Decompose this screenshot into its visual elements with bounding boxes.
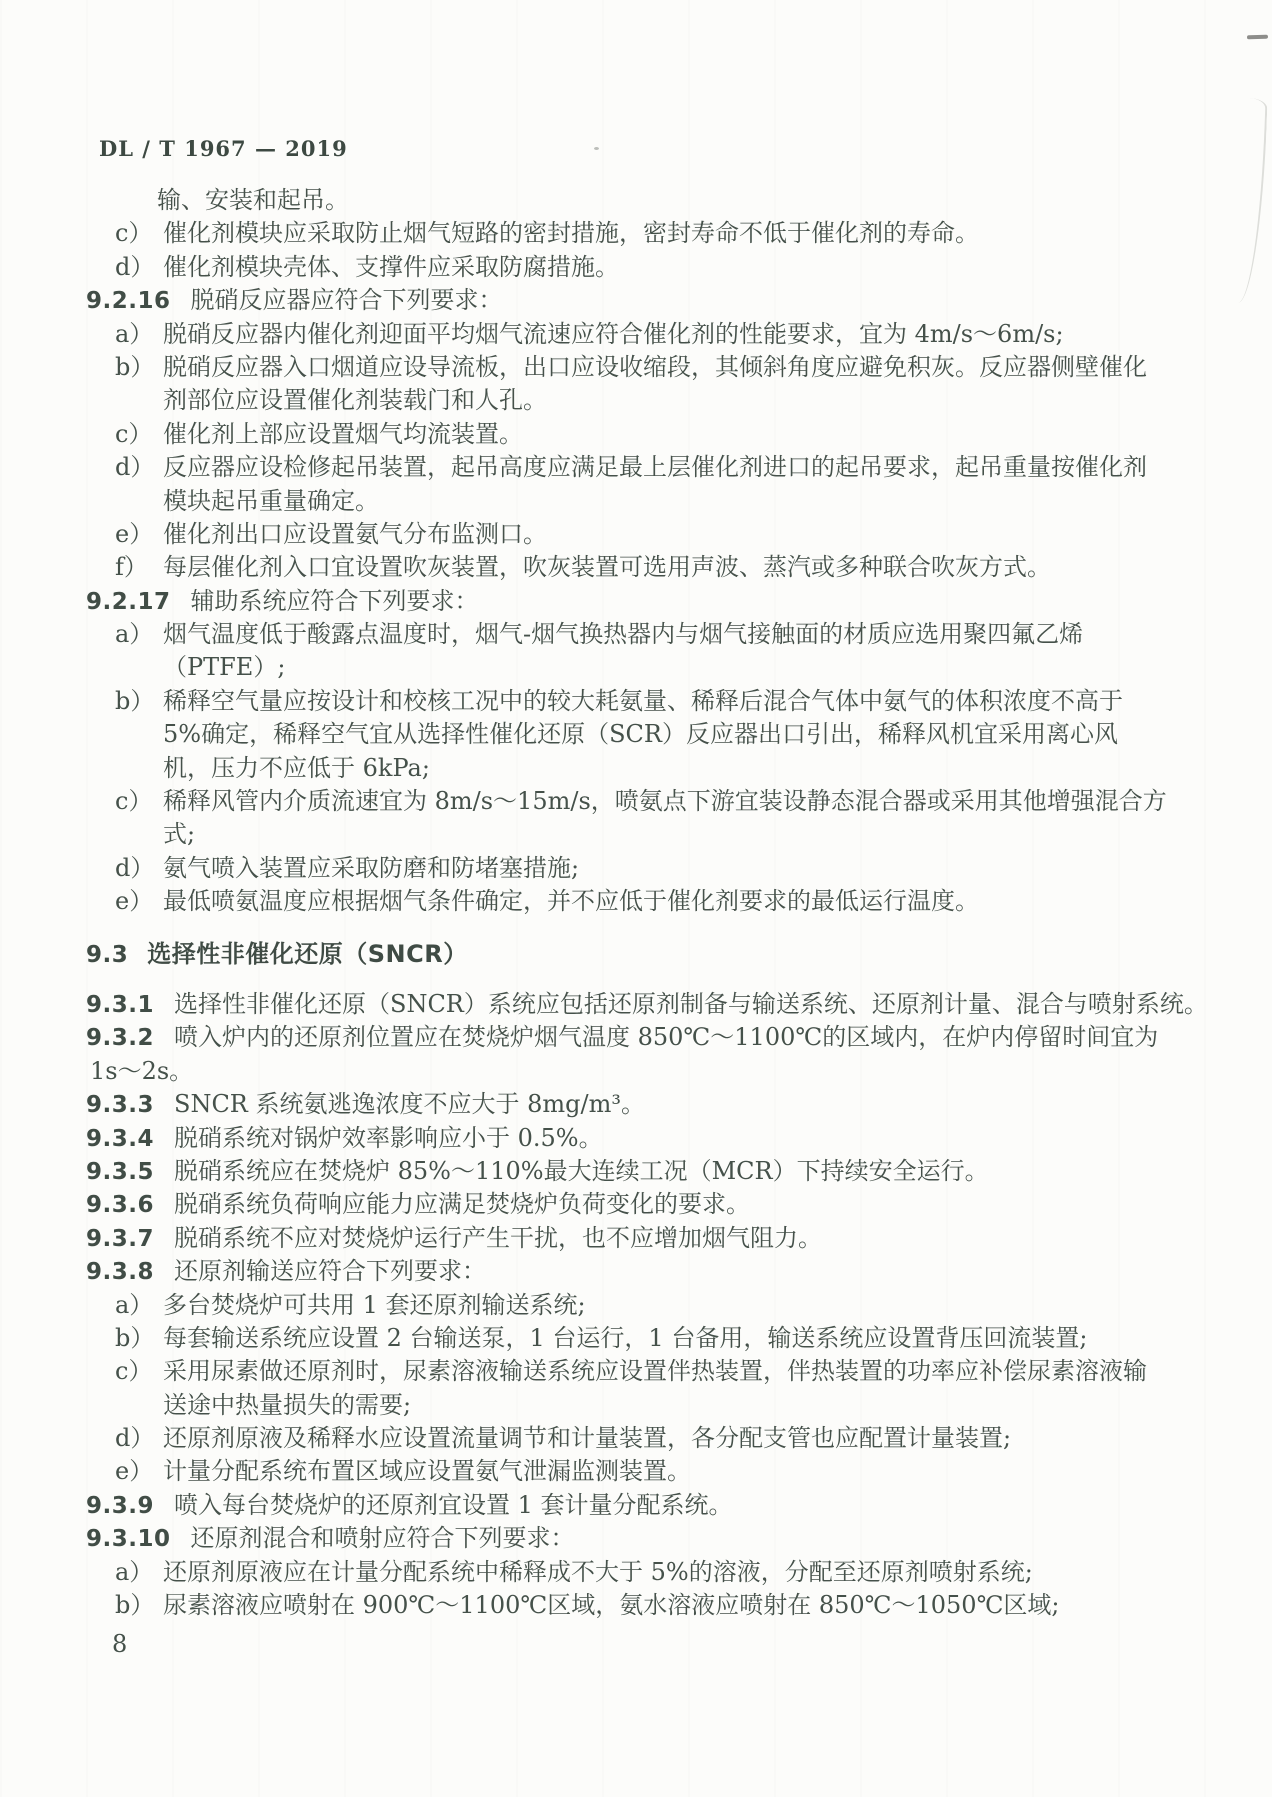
line-text: 稀释空气量应按设计和校核工况中的较大耗氨量、稀释后混合气体中氨气的体积浓度不高于 <box>163 686 1123 715</box>
text-line <box>0 384 1272 417</box>
list-label: b） <box>115 1591 155 1620</box>
line-text: SNCR 系统氨逃逸浓度不应大于 8mg/m³。 <box>174 1090 645 1119</box>
clause-number: 9.3.9 <box>86 1492 154 1519</box>
list-label: b） <box>115 686 155 715</box>
clause-number: 9.3.6 <box>86 1192 154 1219</box>
clause-number: 9.3.5 <box>86 1158 154 1185</box>
text-line <box>0 1455 1272 1488</box>
section-number: 9.3 <box>86 941 129 968</box>
list-label: b） <box>115 1323 155 1352</box>
line-text: 送途中热量损失的需要; <box>163 1390 412 1419</box>
line-text: 选择性非催化还原（SNCR）系统应包括还原剂制备与输送系统、还原剂计量、混合与喷射系统。 <box>174 989 1208 1018</box>
clause-line <box>0 1188 1272 1221</box>
list-label: c） <box>115 1357 153 1386</box>
text-line <box>0 651 1272 684</box>
text-line <box>0 1589 1272 1622</box>
line-text: 最低喷氨温度应根据烟气条件确定，并不应低于催化剂要求的最低运行温度。 <box>163 887 979 916</box>
list-label: b） <box>115 352 155 381</box>
clause-number: 9.3.8 <box>86 1259 154 1286</box>
text-line <box>0 1556 1272 1589</box>
list-label: a） <box>115 1557 154 1586</box>
line-text: 脱硝系统对锅炉效率影响应小于 0.5%。 <box>174 1123 603 1152</box>
text-line <box>0 251 1272 284</box>
clause-number: 9.3.1 <box>86 991 154 1018</box>
list-label: c） <box>115 219 153 248</box>
clause-line <box>0 1522 1272 1555</box>
clause-line <box>0 284 1272 317</box>
text-line <box>0 551 1272 584</box>
clause-number: 9.3.7 <box>86 1225 154 1252</box>
clause-number: 9.2.17 <box>86 588 171 615</box>
list-label: f） <box>115 553 148 582</box>
section-heading <box>0 938 1272 971</box>
clause-line <box>0 1255 1272 1288</box>
line-text: 稀释风管内介质流速宜为 8m/s～15m/s，喷氨点下游宜装设静态混合器或采用其他增强混合方 <box>163 787 1167 816</box>
text-line <box>0 1055 1272 1088</box>
text-line <box>0 752 1272 785</box>
line-text: 机，压力不应低于 6kPa; <box>163 753 430 782</box>
line-text: 剂部位应设置催化剂装载门和人孔。 <box>163 386 547 415</box>
line-text: 脱硝反应器应符合下列要求： <box>190 286 503 315</box>
list-label: e） <box>115 1457 154 1486</box>
text-line <box>0 1389 1272 1422</box>
line-text: 采用尿素做还原剂时，尿素溶液输送系统应设置伴热装置，伴热装置的功率应补偿尿素溶液输 <box>163 1357 1147 1386</box>
line-text: 脱硝反应器入口烟道应设导流板，出口应设收缩段，其倾斜角度应避免积灰。反应器侧壁催化 <box>163 352 1147 381</box>
line-text: 多台焚烧炉可共用 1 套还原剂输送系统; <box>163 1290 586 1319</box>
line-text: 催化剂模块应采取防止烟气短路的密封措施，密封寿命不低于催化剂的寿命。 <box>163 219 979 248</box>
line-text: 反应器应设检修起吊装置，起吊高度应满足最上层催化剂进口的起吊要求，起吊重量按催化剂 <box>163 453 1147 482</box>
line-text: 催化剂模块壳体、支撑件应采取防腐措施。 <box>163 252 619 281</box>
line-text: 还原剂混合和喷射应符合下列要求： <box>190 1524 575 1553</box>
list-label: d） <box>115 453 155 482</box>
line-text: 1s～2s。 <box>90 1056 194 1085</box>
text-line <box>0 451 1272 484</box>
line-text: 模块起吊重量确定。 <box>163 486 379 515</box>
line-text: 脱硝系统应在焚烧炉 85%～110%最大连续工况（MCR）下持续安全运行。 <box>174 1156 989 1185</box>
line-text: 氨气喷入装置应采取防磨和防堵塞措施; <box>163 853 580 882</box>
line-text: 脱硝系统不应对焚烧炉运行产生干扰，也不应增加烟气阻力。 <box>174 1223 822 1252</box>
text-line <box>0 485 1272 518</box>
clause-line <box>0 1489 1272 1522</box>
line-text: （PTFE）; <box>163 653 286 682</box>
clause-line <box>0 988 1272 1021</box>
line-text: 输、安装和起吊。 <box>157 186 349 214</box>
text-line <box>0 685 1272 718</box>
text-line <box>0 1322 1272 1355</box>
line-text: 还原剂输送应符合下列要求： <box>174 1257 486 1286</box>
text-line <box>0 1355 1272 1388</box>
list-label: d） <box>115 1424 155 1453</box>
text-line <box>0 518 1272 551</box>
list-label: c） <box>115 787 153 816</box>
document-body <box>0 184 1272 1622</box>
line-text: 烟气温度低于酸露点温度时，烟气-烟气换热器内与烟气接触面的材质应选用聚四氟乙烯 <box>163 620 1084 649</box>
line-text: 还原剂原液及稀释水应设置流量调节和计量装置，各分配支管也应配置计量装置; <box>163 1424 1012 1453</box>
text-line <box>0 785 1272 818</box>
line-text: 式; <box>163 820 196 849</box>
line-text: 喷入炉内的还原剂位置应在焚烧炉烟气温度 850℃～1100℃的区域内，在炉内停留时间宜为 <box>174 1023 1159 1052</box>
line-text: 5%确定，稀释空气宜从选择性催化还原（SCR）反应器出口引出，稀释风机宜采用离心风 <box>163 720 1118 749</box>
text-line <box>0 184 1272 217</box>
text-line <box>0 818 1272 851</box>
scan-artifact-dash <box>1247 35 1268 40</box>
clause-number: 9.3.3 <box>86 1092 154 1119</box>
text-line <box>0 852 1272 885</box>
text-line <box>0 217 1272 250</box>
clause-number: 9.3.4 <box>86 1125 154 1152</box>
clause-line <box>0 1021 1272 1054</box>
list-label: c） <box>115 419 153 448</box>
standard-code: DL / T 1967 — 2019 <box>99 136 348 161</box>
text-line <box>0 618 1272 651</box>
list-label: d） <box>115 252 155 281</box>
line-text: 喷入每台焚烧炉的还原剂宜设置 1 套计量分配系统。 <box>174 1490 733 1519</box>
clause-number: 9.2.16 <box>86 288 171 315</box>
clause-line <box>0 1222 1272 1255</box>
line-text: 每套输送系统应设置 2 台输送泵，1 台运行，1 台备用，输送系统应设置背压回流装置; <box>163 1323 1088 1352</box>
clause-line <box>0 1122 1272 1155</box>
page-number: 8 <box>112 1630 128 1658</box>
line-text: 计量分配系统布置区域应设置氨气泄漏监测装置。 <box>163 1457 691 1486</box>
line-text: 辅助系统应符合下列要求： <box>190 586 479 615</box>
line-text: 每层催化剂入口宜设置吹灰装置，吹灰装置可选用声波、蒸汽或多种联合吹灰方式。 <box>163 553 1051 582</box>
list-label: e） <box>115 887 154 916</box>
line-text: 催化剂上部应设置烟气均流装置。 <box>163 419 523 448</box>
line-text: 脱硝反应器内催化剂迎面平均烟气流速应符合催化剂的性能要求，宜为 4m/s～6m/s; <box>163 319 1064 348</box>
text-line <box>0 318 1272 351</box>
line-text: 脱硝系统负荷响应能力应满足焚烧炉负荷变化的要求。 <box>174 1190 750 1219</box>
text-line <box>0 885 1272 918</box>
list-label: a） <box>115 319 154 348</box>
text-line <box>0 418 1272 451</box>
clause-line <box>0 1088 1272 1121</box>
line-text: 尿素溶液应喷射在 900℃～1100℃区域，氨水溶液应喷射在 850℃～1050℃区域; <box>163 1591 1060 1620</box>
list-label: a） <box>115 1290 154 1319</box>
list-label: e） <box>115 519 154 548</box>
list-label: d） <box>115 853 155 882</box>
clause-line <box>0 1155 1272 1188</box>
text-line <box>0 718 1272 751</box>
clause-number: 9.3.10 <box>86 1526 171 1553</box>
line-text: 催化剂出口应设置氨气分布监测口。 <box>163 519 547 548</box>
text-line <box>0 1289 1272 1322</box>
list-label: a） <box>115 620 154 649</box>
section-title: 选择性非催化还原（SNCR） <box>147 939 468 968</box>
text-line <box>0 1422 1272 1455</box>
clause-number: 9.3.2 <box>86 1025 154 1052</box>
text-line <box>0 351 1272 384</box>
line-text: 还原剂原液应在计量分配系统中稀释成不大于 5%的溶液，分配至还原剂喷射系统; <box>163 1557 1033 1586</box>
scan-artifact-speck <box>594 147 599 150</box>
clause-line <box>0 585 1272 618</box>
